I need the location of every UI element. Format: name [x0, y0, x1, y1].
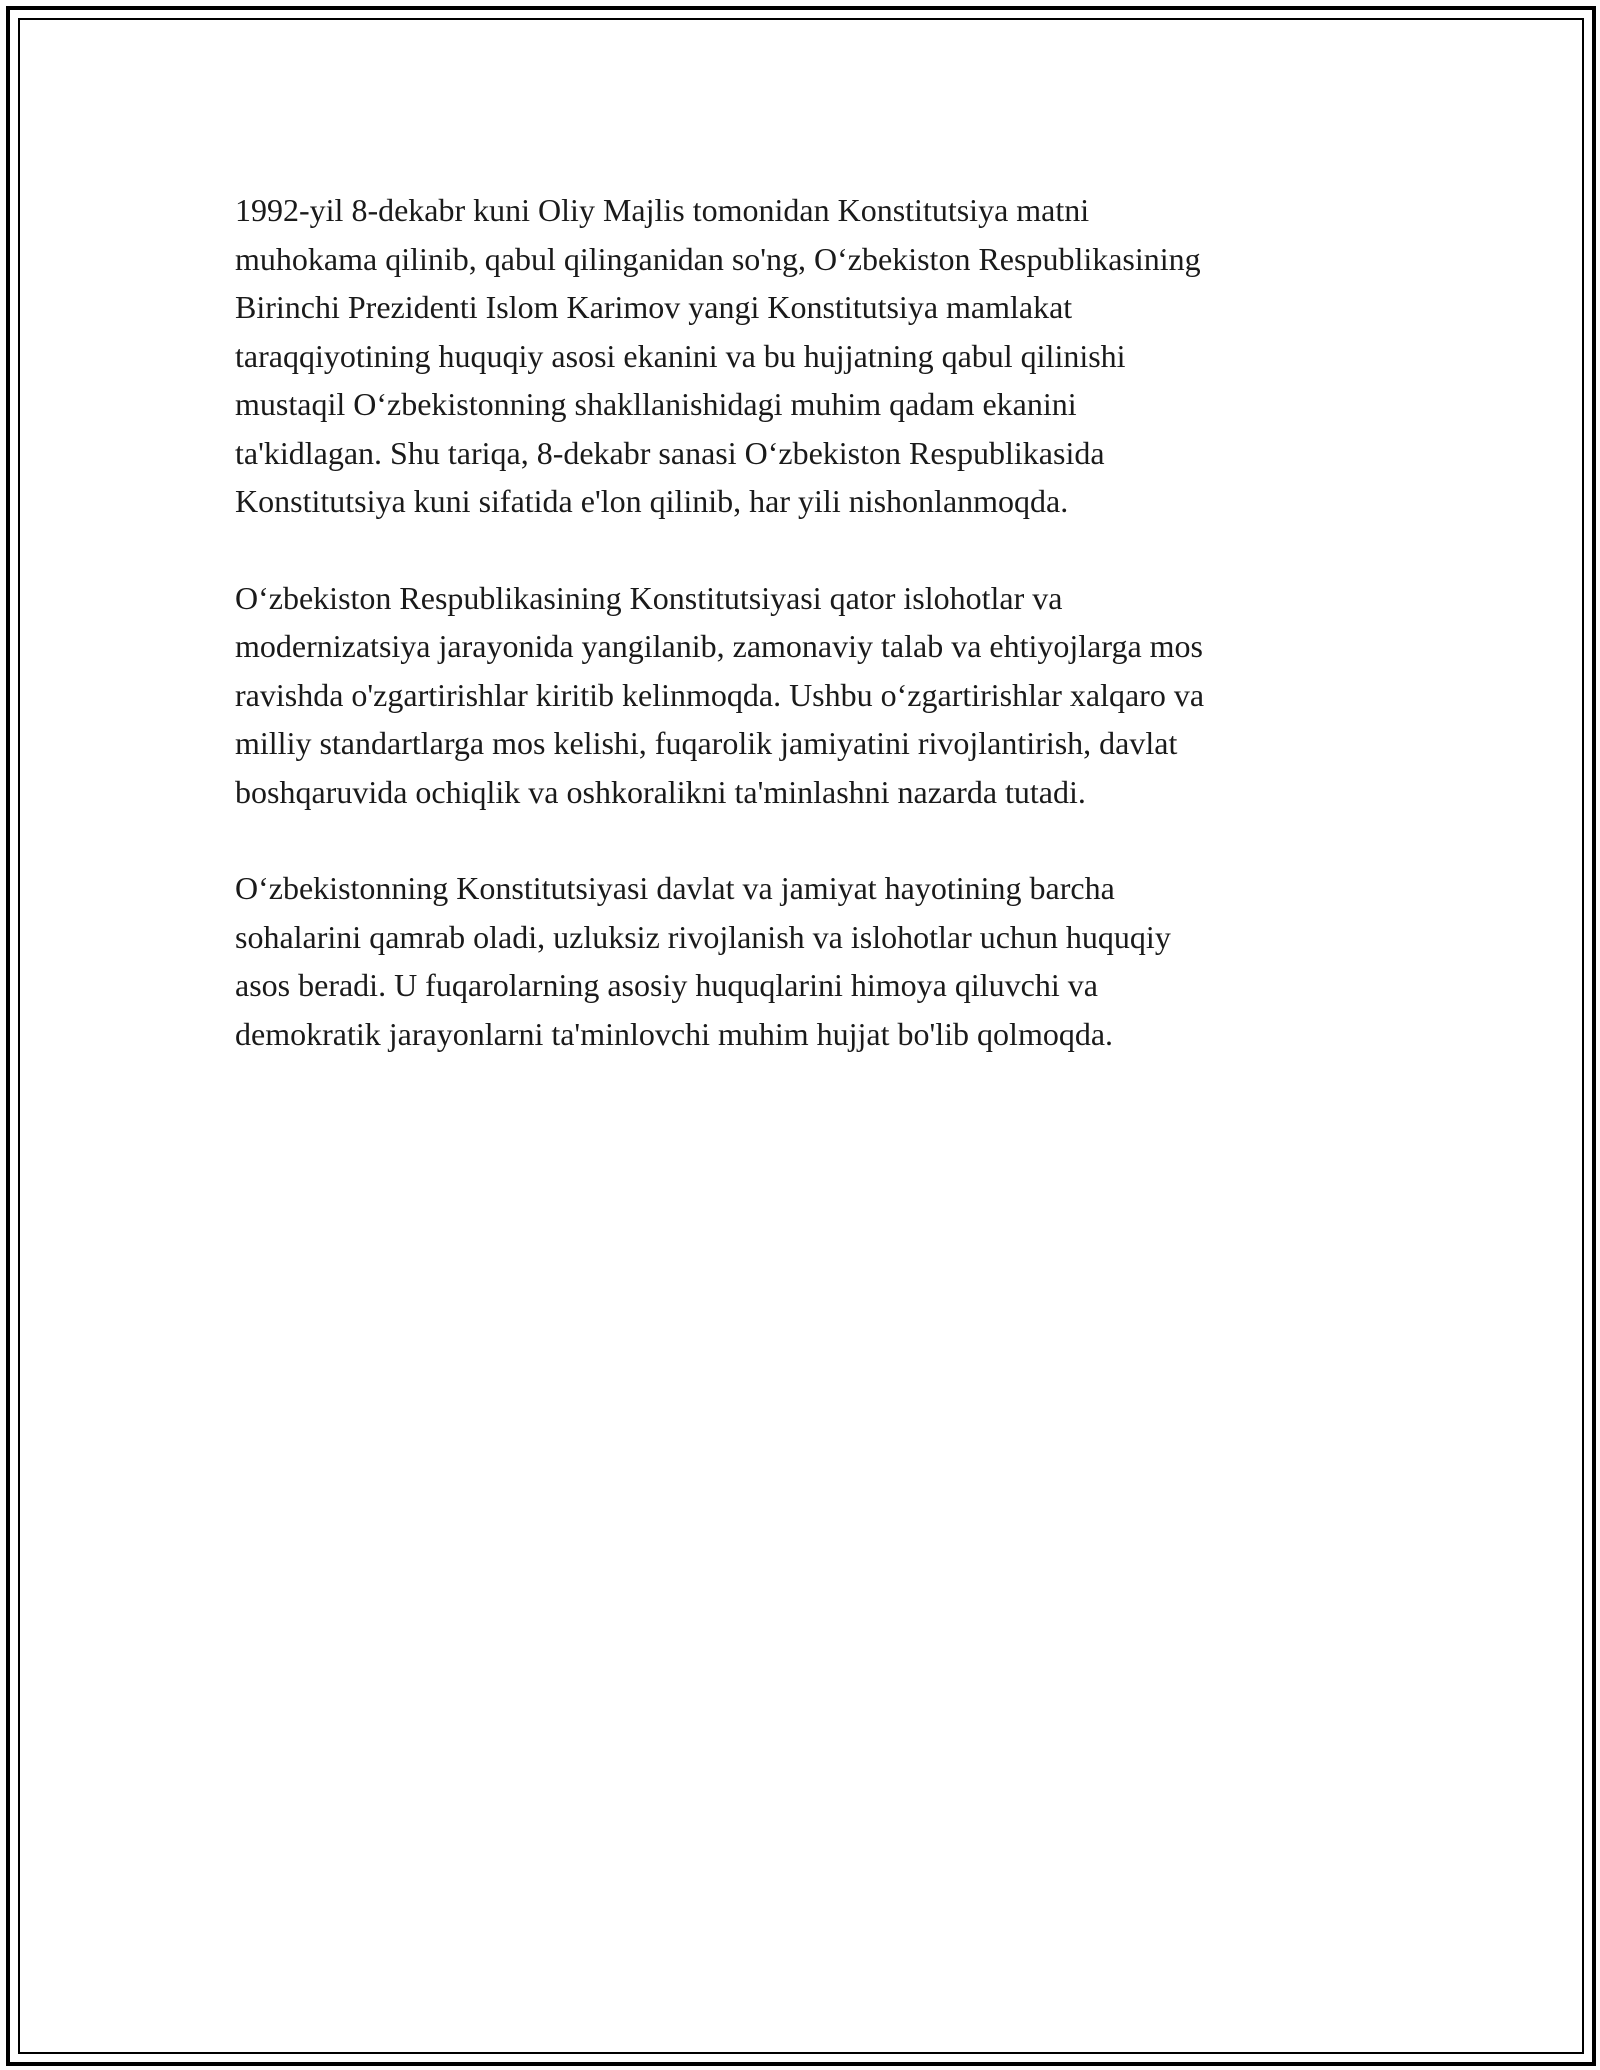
- text-line: O‘zbekistonning Konstitutsiyasi davlat va jamiyat hayotining barcha: [235, 870, 1115, 906]
- text-line: O‘zbekiston Respublikasining Konstitutsiyasi qator islohotlar va: [235, 579, 1063, 616]
- text-line: mustaqil O‘zbekistonning shakllanishidagi muhim qadam ekanini: [235, 386, 1077, 422]
- text-line: taraqqiyotining huquqiy asosi ekanini va bu hujjatning qabul qilinishi: [235, 337, 1126, 374]
- text-line: ta'kidlagan. Shu tariqa, 8-dekabr sanasi O‘zbekiston Respublikasida: [235, 434, 1105, 471]
- text-line: sohalarini qamrab oladi, uzluksiz rivojlanish va islohotlar uchun huquqiy: [235, 918, 1171, 955]
- text-line: asos beradi. U fuqarolarning asosiy huquqlarini himoya qiluvchi va: [235, 967, 1098, 1003]
- paragraph-1: [235, 186, 1365, 526]
- text-line: Birinchi Prezidenti Islom Karimov yangi Konstitutsiya mamlakat: [235, 289, 1073, 325]
- text-line: demokratik jarayonlarni ta'minlovchi muhim hujjat bo'lib qolmoqda.: [235, 1015, 1114, 1052]
- text-line: 1992-yil 8-dekabr kuni Oliy Majlis tomonidan Konstitutsiya matni: [235, 192, 1090, 228]
- document-body: [235, 186, 1365, 1106]
- text-line: modernizatsiya jarayonida yangilanib, zamonaviy talab va ehtiyojlarga mos: [235, 628, 1203, 664]
- paragraph-2: [235, 574, 1365, 817]
- paragraph-3: [235, 864, 1365, 1058]
- text-line: Konstitutsiya kuni sifatida e'lon qilinib, har yili nishonlanmoqda.: [235, 483, 1069, 519]
- text-line: boshqaruvida ochiqlik va oshkoralikni ta'minlashni nazarda tutadi.: [235, 773, 1086, 810]
- text-line: muhokama qilinib, qabul qilinganidan so'ng, O‘zbekiston Respublikasining: [235, 240, 1201, 277]
- text-line: milliy standartlarga mos kelishi, fuqarolik jamiyatini rivojlantirish, davlat: [235, 725, 1178, 761]
- text-line: ravishda o'zgartirishlar kiritib kelinmoqda. Ushbu o‘zgartirishlar xalqaro va: [235, 676, 1205, 713]
